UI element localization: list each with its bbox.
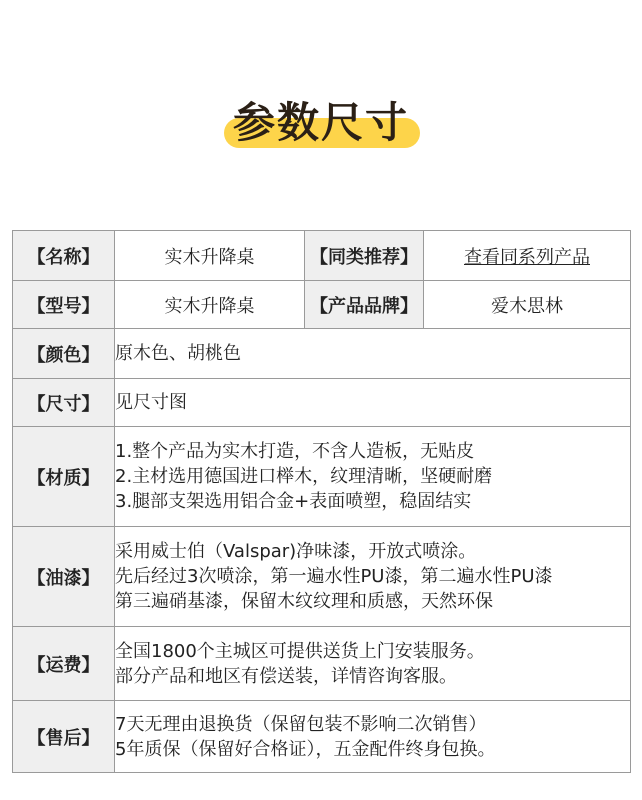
aftersale-label: 【售后】 <box>13 701 115 773</box>
spec-row-model <box>13 281 631 329</box>
material-value <box>115 427 631 527</box>
model-label: 【型号】 <box>13 281 115 329</box>
shipping-value <box>115 627 631 701</box>
brand-value: 爱木思林 <box>424 281 631 329</box>
aftersale-line-1: 7天无理由退换货（保留包装不影响二次销售） <box>115 713 487 735</box>
spec-row-name <box>13 231 631 281</box>
aftersale-value <box>115 701 631 773</box>
similar-products-link[interactable]: 查看同系列产品 <box>464 246 590 268</box>
model-value: 实木升降桌 <box>115 281 305 329</box>
paint-line-1: 采用威士伯（Valspar)净味漆，开放式喷涂。 <box>115 541 477 562</box>
material-line-3: 3.腿部支架选用铝合金+表面喷塑，稳固结实 <box>115 491 472 512</box>
spec-row-shipping <box>13 627 631 701</box>
spec-row-aftersale <box>13 701 631 773</box>
material-line-1: 1.整个产品为实木打造，不含人造板，无贴皮 <box>115 441 475 462</box>
page-title: 参数尺寸 <box>232 98 409 147</box>
color-value: 原木色、胡桃色 <box>115 329 631 379</box>
spec-table <box>12 230 631 773</box>
name-label: 【名称】 <box>13 231 115 281</box>
shipping-line-2: 部分产品和地区有偿送装，详情咨询客服。 <box>115 665 457 687</box>
material-label: 【材质】 <box>13 427 115 527</box>
paint-label: 【油漆】 <box>13 527 115 627</box>
size-label: 【尺寸】 <box>13 379 115 427</box>
aftersale-line-2: 5年质保（保留好合格证），五金配件终身包换。 <box>115 738 496 760</box>
color-label: 【颜色】 <box>13 329 115 379</box>
spec-row-material <box>13 427 631 527</box>
shipping-line-1: 全国1800个主城区可提供送货上门安装服务。 <box>115 640 485 662</box>
spec-row-color <box>13 329 631 379</box>
similar-link-cell[interactable] <box>424 231 631 281</box>
spec-row-paint <box>13 527 631 627</box>
name-value: 实木升降桌 <box>115 231 305 281</box>
material-line-2: 2.主材选用德国进口榉木，纹理清晰，坚硬耐磨 <box>115 466 493 487</box>
similar-label: 【同类推荐】 <box>305 231 424 281</box>
paint-line-3: 第三遍硝基漆，保留木纹纹理和质感，天然环保 <box>115 591 493 612</box>
paint-line-2: 先后经过3次喷涂，第一遍水性PU漆，第二遍水性PU漆 <box>115 566 553 587</box>
page-header <box>0 0 642 200</box>
spec-row-size <box>13 379 631 427</box>
size-value: 见尺寸图 <box>115 379 631 427</box>
paint-value <box>115 527 631 627</box>
brand-label: 【产品品牌】 <box>305 281 424 329</box>
shipping-label: 【运费】 <box>13 627 115 701</box>
